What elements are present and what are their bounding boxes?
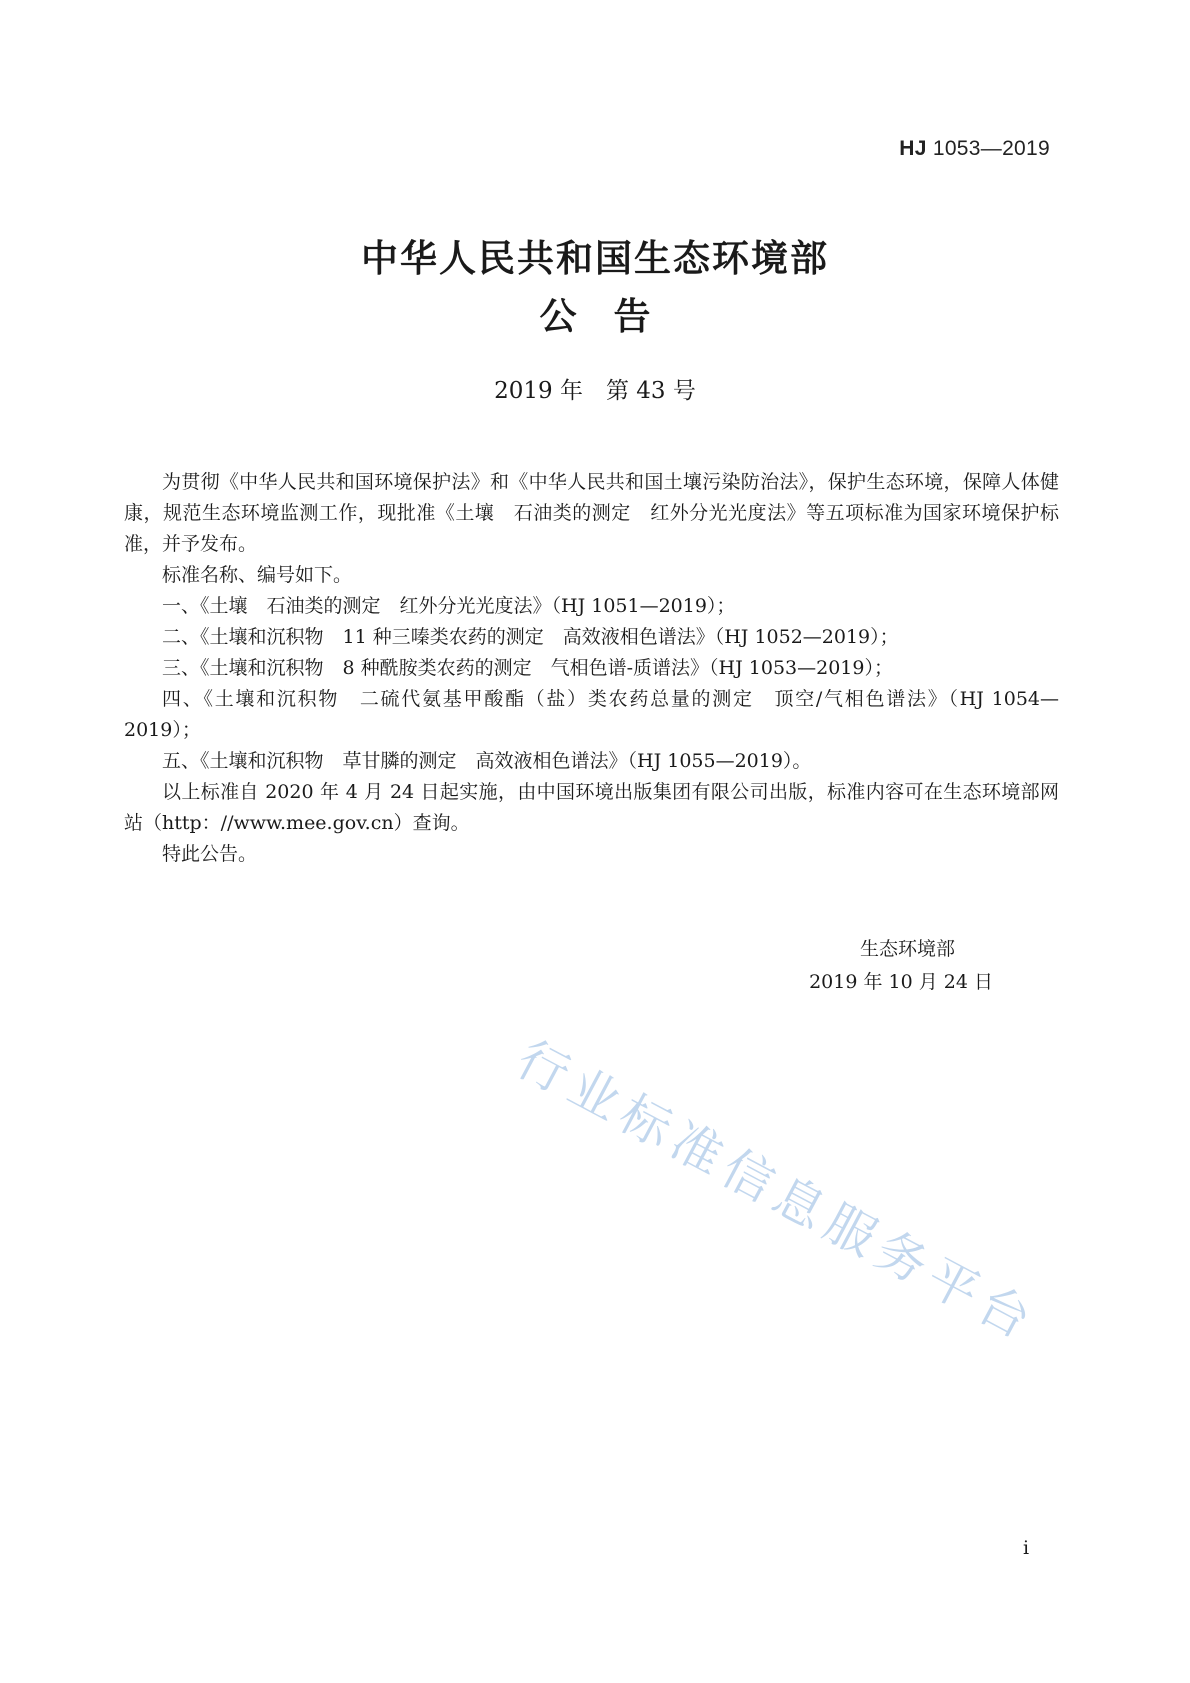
page-number: i [1023, 1537, 1030, 1559]
standard-item-5: 五、《土壤和沉积物 草甘膦的测定 高效液相色谱法》（HJ 1055—2019）。 [162, 750, 812, 772]
standard-code-number: 1053—2019 [926, 137, 1050, 160]
standard-item-3: 三、《土壤和沉积物 8 种酰胺类农药的测定 气相色谱-质谱法》（HJ 1053—2019）； [162, 657, 893, 679]
signature-block [809, 933, 993, 999]
closing-paragraph: 特此公告。 [162, 843, 258, 865]
announcement-heading: 公 告 [539, 294, 651, 338]
standard-code [899, 137, 1050, 161]
ministry-title: 中华人民共和国生态环境部 [361, 236, 829, 280]
implementation-paragraph: 以上标准自 2020 年 4 月 24 日起实施，由中国环境出版集团有限公司出版，标准内容可在生态环境部网站（http：//www.mee.gov.cn）查询。 [124, 781, 1059, 834]
signature-date: 2019 年 10 月 24 日 [809, 971, 993, 993]
standard-item-2: 二、《土壤和沉积物 11 种三嗪类农药的测定 高效液相色谱法》（HJ 1052—2019）； [162, 626, 899, 648]
announcement-number: 2019 年 第 43 号 [494, 378, 696, 404]
standard-code-prefix: HJ [899, 137, 927, 160]
standard-item-4: 四、《土壤和沉积物 二硫代氨基甲酸酯（盐）类农药总量的测定 顶空/气相色谱法》（HJ 1054—2019）； [124, 688, 1059, 741]
signature-org: 生态环境部 [859, 938, 955, 960]
announcement-body [124, 467, 1059, 870]
standard-item-1: 一、《土壤 石油类的测定 红外分光光度法》（HJ 1051—2019）； [162, 595, 736, 617]
list-intro: 标准名称、编号如下。 [162, 564, 353, 586]
watermark: 行业标准信息服务平台 [507, 1029, 1047, 1354]
intro-paragraph: 为贯彻《中华人民共和国环境保护法》和《中华人民共和国土壤污染防治法》，保护生态环境，保障人体健康，规范生态环境监测工作，现批准《土壤 石油类的测定 红外分光光度法》等五项标准为国家环境保护标准，并予发布。 [124, 471, 1059, 555]
